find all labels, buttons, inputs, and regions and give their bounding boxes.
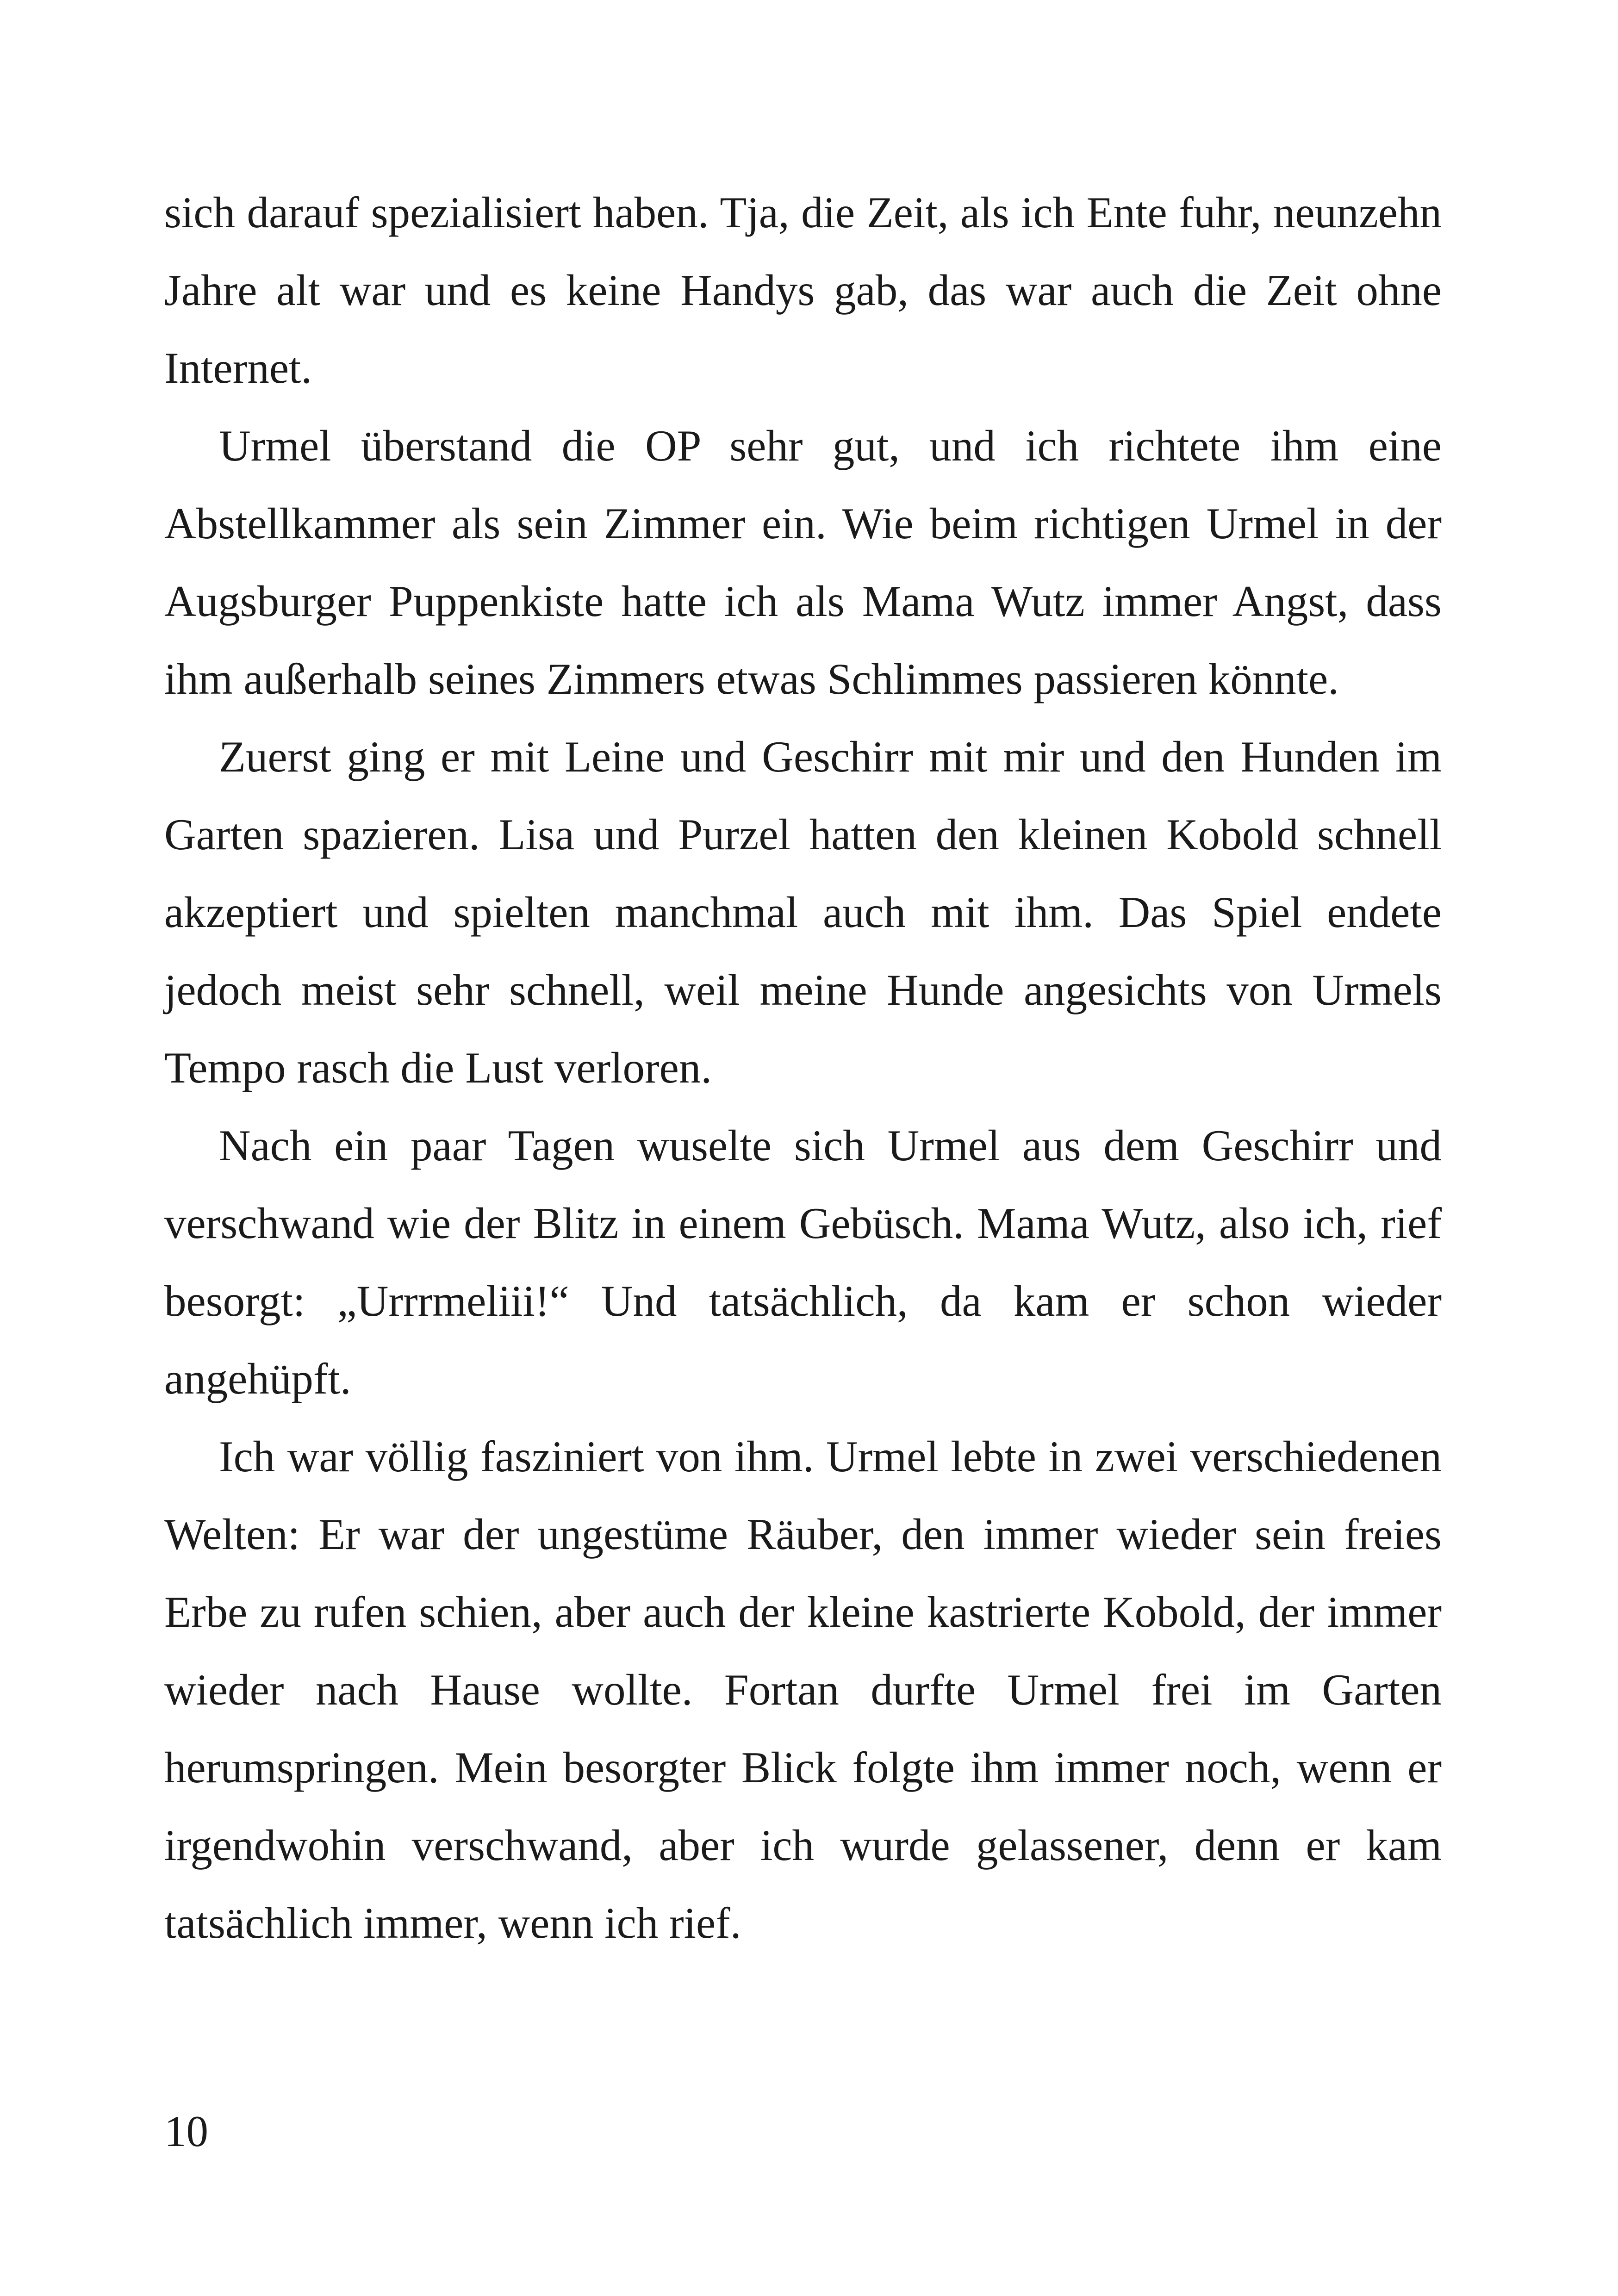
- paragraph: sich darauf spezialisiert haben. Tja, die Zeit, als ich Ente fuhr, neunzehn Jahre alt war und es keine Handys gab, das war auch die Zeit ohne Internet.: [164, 188, 1442, 392]
- paragraph: Ich war völlig fasziniert von ihm. Urmel lebte in zwei verschiedenen Welten: Er war der ungestüme Räuber, den immer wieder sein freies Erbe zu rufen schien, aber auch der kleine kastrierte Kobold, der immer wieder nach Hause wollte. Fortan durfte Urmel frei im Garten herumspringen. Mein besorgter Blick folgte ihm immer noch, wenn er irgendwohin verschwand, aber ich wurde gelassener, denn er kam tatsächlich immer, wenn ich rief.: [164, 1432, 1442, 1948]
- page-number: 10: [164, 2107, 208, 2156]
- paragraph: Urmel überstand die OP sehr gut, und ich richtete ihm eine Abstellkammer als sein Zimmer ein. Wie beim richtigen Urmel in der Augsburger Puppenkiste hatte ich als Mama Wutz immer Angst, dass ihm außerhalb seines Zimmers etwas Schlimmes passieren könnte.: [164, 421, 1442, 703]
- body-text: [164, 174, 1442, 1962]
- paragraph: Nach ein paar Tagen wuselte sich Urmel aus dem Geschirr und verschwand wie der Blitz in einem Gebüsch. Mama Wutz, also ich, rief besorgt: „Urrrmeliii!“ Und tatsächlich, da kam er schon wieder angehüpft.: [164, 1121, 1442, 1403]
- paragraph: Zuerst ging er mit Leine und Geschirr mit mir und den Hunden im Garten spazieren. Lisa und Purzel hatten den kleinen Kobold schnell akzeptiert und spielten manchmal auch mit ihm. Das Spiel endete jedoch meist sehr schnell, weil meine Hunde angesichts von Urmels Tempo rasch die Lust verloren.: [164, 732, 1442, 1092]
